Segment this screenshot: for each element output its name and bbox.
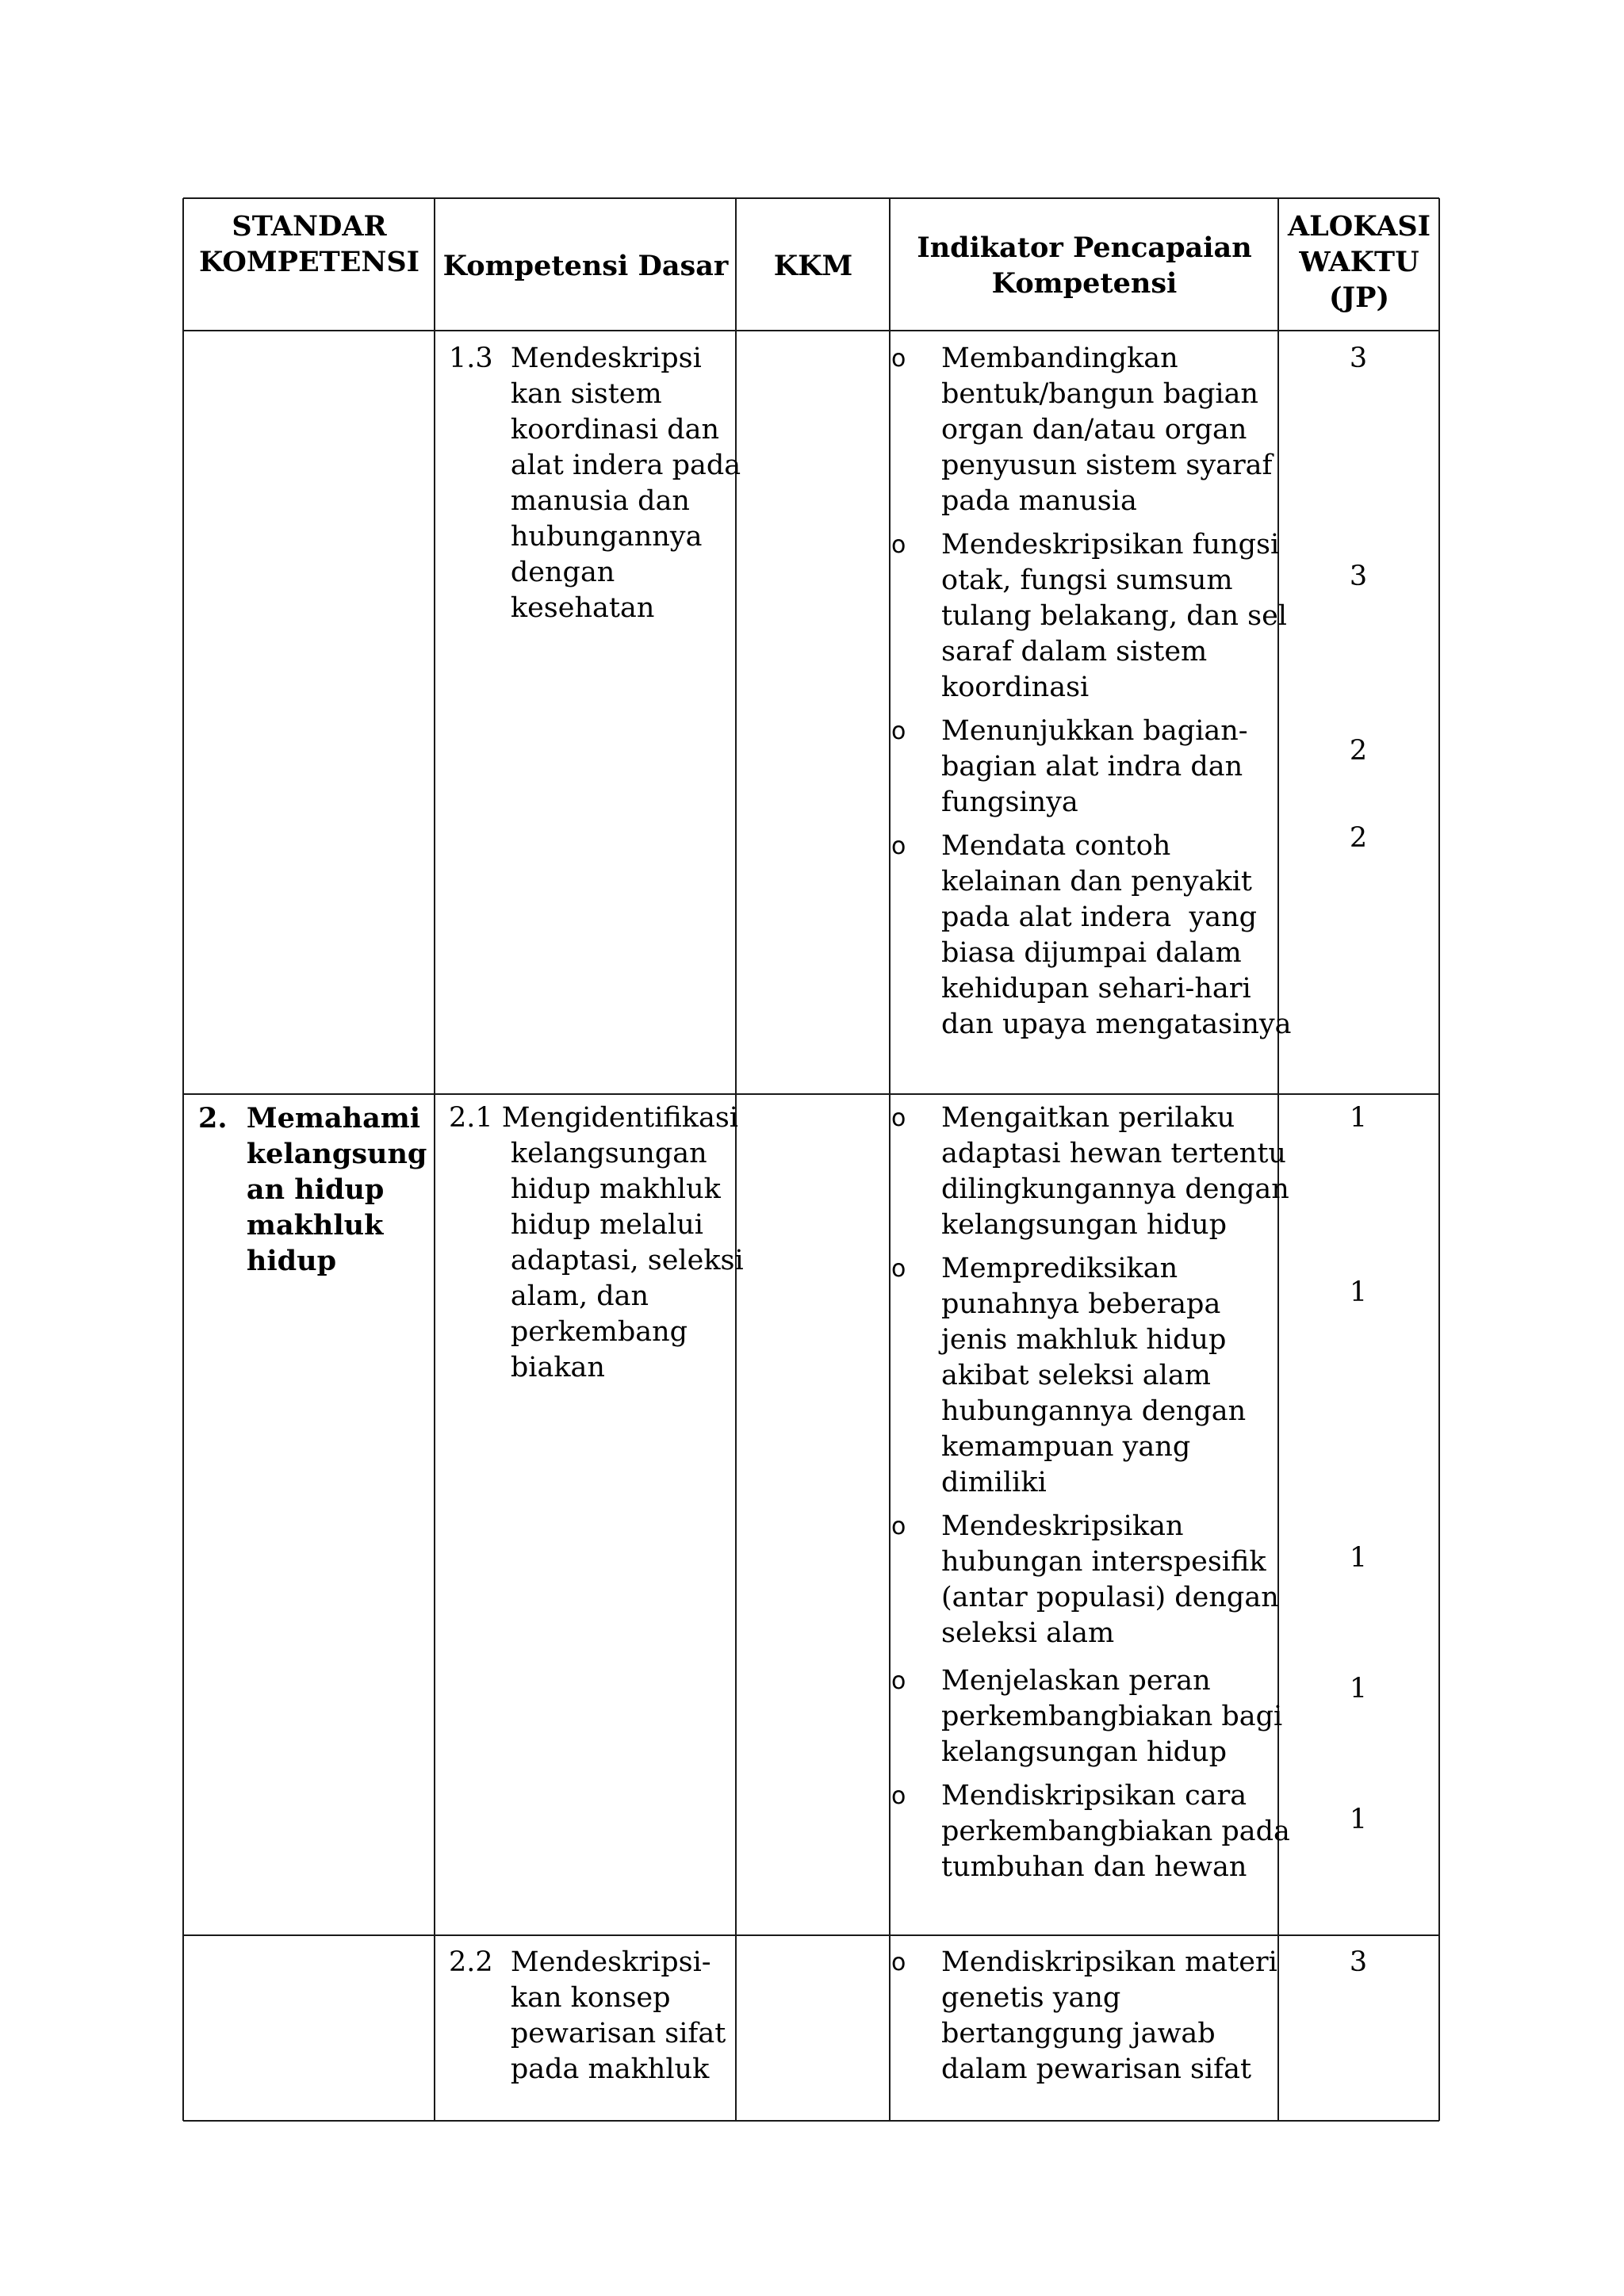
alokasi-value: 1: [1349, 1804, 1368, 1835]
bullet-marker: o: [891, 1782, 906, 1810]
alokasi-value: 3: [1349, 561, 1368, 592]
standar-kompetensi-2: 2. Memahami kelangsung an hidup makhluk hidup: [198, 1102, 427, 1277]
alokasi-value: 3: [1349, 342, 1368, 374]
alokasi-value: 3: [1349, 1946, 1368, 1978]
bullet-marker: o: [891, 832, 906, 860]
bullet-marker: o: [891, 345, 906, 373]
bullet-marker: o: [891, 1949, 906, 1976]
kompetensi-dasar-2-2: 2.2 Mendeskripsi- kan konsep pewarisan sifat pada makhluk: [449, 1946, 726, 2085]
bullet-marker: o: [891, 1255, 906, 1283]
indikator-item: Menjelaskan peran perkembangbiakan bagi kelangsungan hidup: [941, 1665, 1283, 1768]
alokasi-value: 2: [1349, 822, 1368, 854]
bullet-marker: o: [891, 1104, 906, 1132]
indikator-item: Mendeskripsikan fungsi otak, fungsi sumsum tulang belakang, dan sel saraf dalam sistem koordinasi: [941, 529, 1287, 703]
bullet-marker: o: [891, 1513, 906, 1540]
header-standar-kompetensi: STANDAR KOMPETENSI: [198, 210, 420, 278]
indikator-item: Memprediksikan punahnya beberapa jenis makhluk hidup akibat seleksi alam hubungannya dengan kemampuan yang dimiliki: [941, 1253, 1247, 1498]
header-alokasi-waktu: ALOKASI WAKTU (JP): [1287, 210, 1431, 314]
bullet-marker: o: [891, 1667, 906, 1695]
header-kompetensi-dasar: Kompetensi Dasar: [442, 250, 729, 282]
kompetensi-dasar-2-1: 2.1 Mengidentifikasi kelangsungan hidup makhluk hidup melalui adaptasi, seleksi alam, dan perkembang biakan: [449, 1102, 744, 1383]
indikator-item: Mengaitkan perilaku adaptasi hewan tertentu dilingkungannya dengan kelangsungan hidup: [941, 1102, 1289, 1241]
kompetensi-dasar-1-3: 1.3 Mendeskripsi kan sistem koordinasi dan alat indera pada manusia dan hubungannya dengan kesehatan: [449, 342, 741, 624]
indikator-item: Mendiskripsikan materi genetis yang bertanggung jawab dalam pewarisan sifat: [941, 1946, 1277, 2085]
indikator-item: Mendeskripsikan hubungan interspesifik (antar populasi) dengan seleksi alam: [941, 1510, 1279, 1649]
alokasi-value: 2: [1349, 735, 1368, 767]
indikator-item: Mendiskripsikan cara perkembangbiakan pada tumbuhan dan hewan: [941, 1780, 1290, 1883]
alokasi-value: 1: [1349, 1673, 1368, 1705]
alokasi-value: 1: [1349, 1102, 1368, 1134]
alokasi-value: 1: [1349, 1542, 1368, 1574]
indikator-item: Menunjukkan bagian- bagian alat indra dan fungsinya: [941, 715, 1248, 818]
indikator-item: Mendata contoh kelainan dan penyakit pada alat indera yang biasa dijumpai dalam kehidupan sehari-hari dan upaya mengatasinya: [941, 830, 1292, 1040]
bullet-marker: o: [891, 718, 906, 745]
indikator-item: Membandingkan bentuk/bangun bagian organ dan/atau organ penyusun sistem syaraf pada manusia: [941, 342, 1273, 517]
bullet-marker: o: [891, 531, 906, 559]
alokasi-value: 1: [1349, 1276, 1368, 1308]
header-kkm: KKM: [773, 250, 853, 282]
header-indikator: Indikator Pencapaian Kompetensi: [917, 232, 1252, 300]
